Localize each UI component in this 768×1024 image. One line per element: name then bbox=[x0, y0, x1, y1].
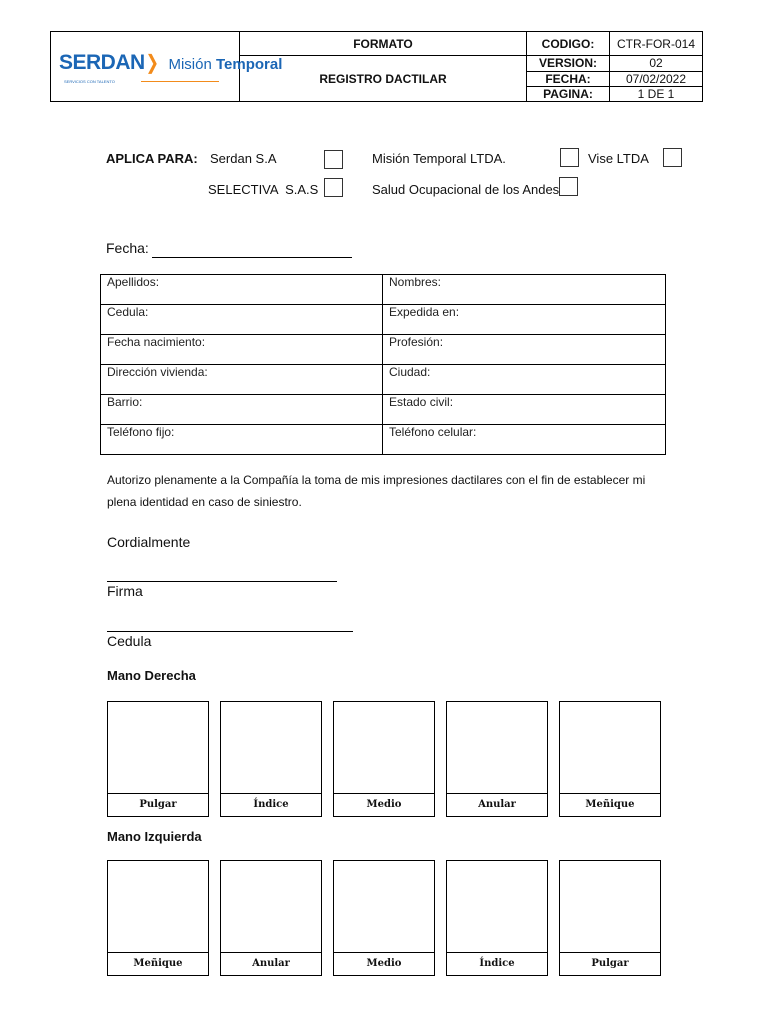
fingerprint-box-right-index[interactable] bbox=[220, 701, 322, 817]
meta-label-codigo: CODIGO: bbox=[527, 32, 610, 56]
meta-value-version: 02 bbox=[610, 56, 703, 71]
finger-label: Meñique bbox=[108, 952, 208, 975]
finger-label: Medio bbox=[334, 952, 434, 975]
fingerprint-box-left-ring[interactable] bbox=[220, 860, 322, 976]
closing-text: Cordialmente bbox=[107, 534, 191, 550]
finger-label: Pulgar bbox=[560, 952, 660, 975]
option-serdan-label: Serdan S.A bbox=[210, 151, 277, 166]
applies-label: APLICA PARA: bbox=[106, 151, 198, 166]
field-fecha-nacimiento[interactable]: Fecha nacimiento: bbox=[101, 335, 383, 365]
logo-mision-text: Misión bbox=[168, 56, 212, 73]
option-selectiva-checkbox[interactable] bbox=[324, 178, 343, 197]
field-apellidos[interactable]: Apellidos: bbox=[101, 275, 383, 305]
fingerprint-box-right-ring[interactable] bbox=[446, 701, 548, 817]
personal-data-table bbox=[100, 274, 666, 455]
finger-label: Índice bbox=[221, 793, 321, 816]
option-vise-checkbox[interactable] bbox=[663, 148, 682, 167]
finger-label: Índice bbox=[447, 952, 547, 975]
finger-label: Meñique bbox=[560, 793, 660, 816]
finger-label: Anular bbox=[221, 952, 321, 975]
fecha-input-line[interactable] bbox=[152, 257, 352, 258]
company-logo bbox=[51, 32, 283, 102]
signature-line[interactable] bbox=[107, 581, 337, 582]
logo-temporal-text: Temporal bbox=[215, 56, 283, 73]
table-row bbox=[101, 335, 666, 365]
finger-label: Anular bbox=[447, 793, 547, 816]
meta-value-fecha: 07/02/2022 bbox=[610, 71, 703, 86]
fingerprint-box-left-thumb[interactable] bbox=[559, 860, 661, 976]
field-nombres[interactable]: Nombres: bbox=[383, 275, 666, 305]
right-hand-title: Mano Derecha bbox=[107, 668, 196, 683]
firma-label: Firma bbox=[107, 583, 143, 599]
table-row bbox=[101, 275, 666, 305]
option-mision-checkbox[interactable] bbox=[560, 148, 579, 167]
fingerprint-box-left-index[interactable] bbox=[446, 860, 548, 976]
authorization-text: Autorizo plenamente a la Compañía la toma de mis impresiones dactilares con el fin de establecer mi plena identidad en caso de siniestro. bbox=[107, 473, 646, 509]
meta-value-pagina: 1 DE 1 bbox=[610, 86, 703, 101]
fingerprint-box-left-pinky[interactable] bbox=[107, 860, 209, 976]
cedula-label: Cedula bbox=[107, 633, 152, 649]
meta-label-pagina: PAGINA: bbox=[527, 86, 610, 101]
fingerprint-box-right-pinky[interactable] bbox=[559, 701, 661, 817]
field-telefono-celular[interactable]: Teléfono celular: bbox=[383, 425, 666, 455]
fingerprint-box-left-middle[interactable] bbox=[333, 860, 435, 976]
left-hand-title: Mano Izquierda bbox=[107, 829, 202, 844]
meta-label-fecha: FECHA: bbox=[527, 71, 610, 86]
field-direccion[interactable]: Dirección vivienda: bbox=[101, 365, 383, 395]
field-barrio[interactable]: Barrio: bbox=[101, 395, 383, 425]
cedula-signature-line[interactable] bbox=[107, 631, 353, 632]
field-cedula[interactable]: Cedula: bbox=[101, 305, 383, 335]
option-selectiva-label: SELECTIVA S.A.S bbox=[208, 182, 319, 197]
field-profesion[interactable]: Profesión: bbox=[383, 335, 666, 365]
fingerprint-box-right-middle[interactable] bbox=[333, 701, 435, 817]
finger-label: Pulgar bbox=[108, 793, 208, 816]
document-header bbox=[50, 31, 703, 102]
option-mision-label: Misión Temporal LTDA. bbox=[372, 151, 506, 166]
meta-value-codigo: CTR-FOR-014 bbox=[610, 32, 703, 56]
logo-serdan-text: SERDAN bbox=[59, 51, 145, 74]
document-title: REGISTRO DACTILAR bbox=[240, 56, 527, 102]
finger-label: Medio bbox=[334, 793, 434, 816]
table-row bbox=[101, 365, 666, 395]
logo-tagline: SERVICIOS CON TALENTO bbox=[64, 79, 115, 84]
option-serdan-checkbox[interactable] bbox=[324, 150, 343, 169]
field-estado-civil[interactable]: Estado civil: bbox=[383, 395, 666, 425]
field-ciudad[interactable]: Ciudad: bbox=[383, 365, 666, 395]
field-telefono-fijo[interactable]: Teléfono fijo: bbox=[101, 425, 383, 455]
field-expedida[interactable]: Expedida en: bbox=[383, 305, 666, 335]
logo-underline bbox=[141, 81, 219, 82]
option-vise-label: Vise LTDA bbox=[588, 151, 649, 166]
chevron-right-icon: ❯ bbox=[145, 52, 159, 74]
fecha-label: Fecha: bbox=[106, 240, 149, 256]
fingerprint-box-right-thumb[interactable] bbox=[107, 701, 209, 817]
table-row bbox=[101, 395, 666, 425]
table-row bbox=[101, 305, 666, 335]
option-salud-checkbox[interactable] bbox=[559, 177, 578, 196]
table-row bbox=[101, 425, 666, 455]
meta-label-version: VERSION: bbox=[527, 56, 610, 71]
option-salud-label: Salud Ocupacional de los Andes bbox=[372, 182, 560, 197]
format-label: FORMATO bbox=[240, 32, 527, 56]
